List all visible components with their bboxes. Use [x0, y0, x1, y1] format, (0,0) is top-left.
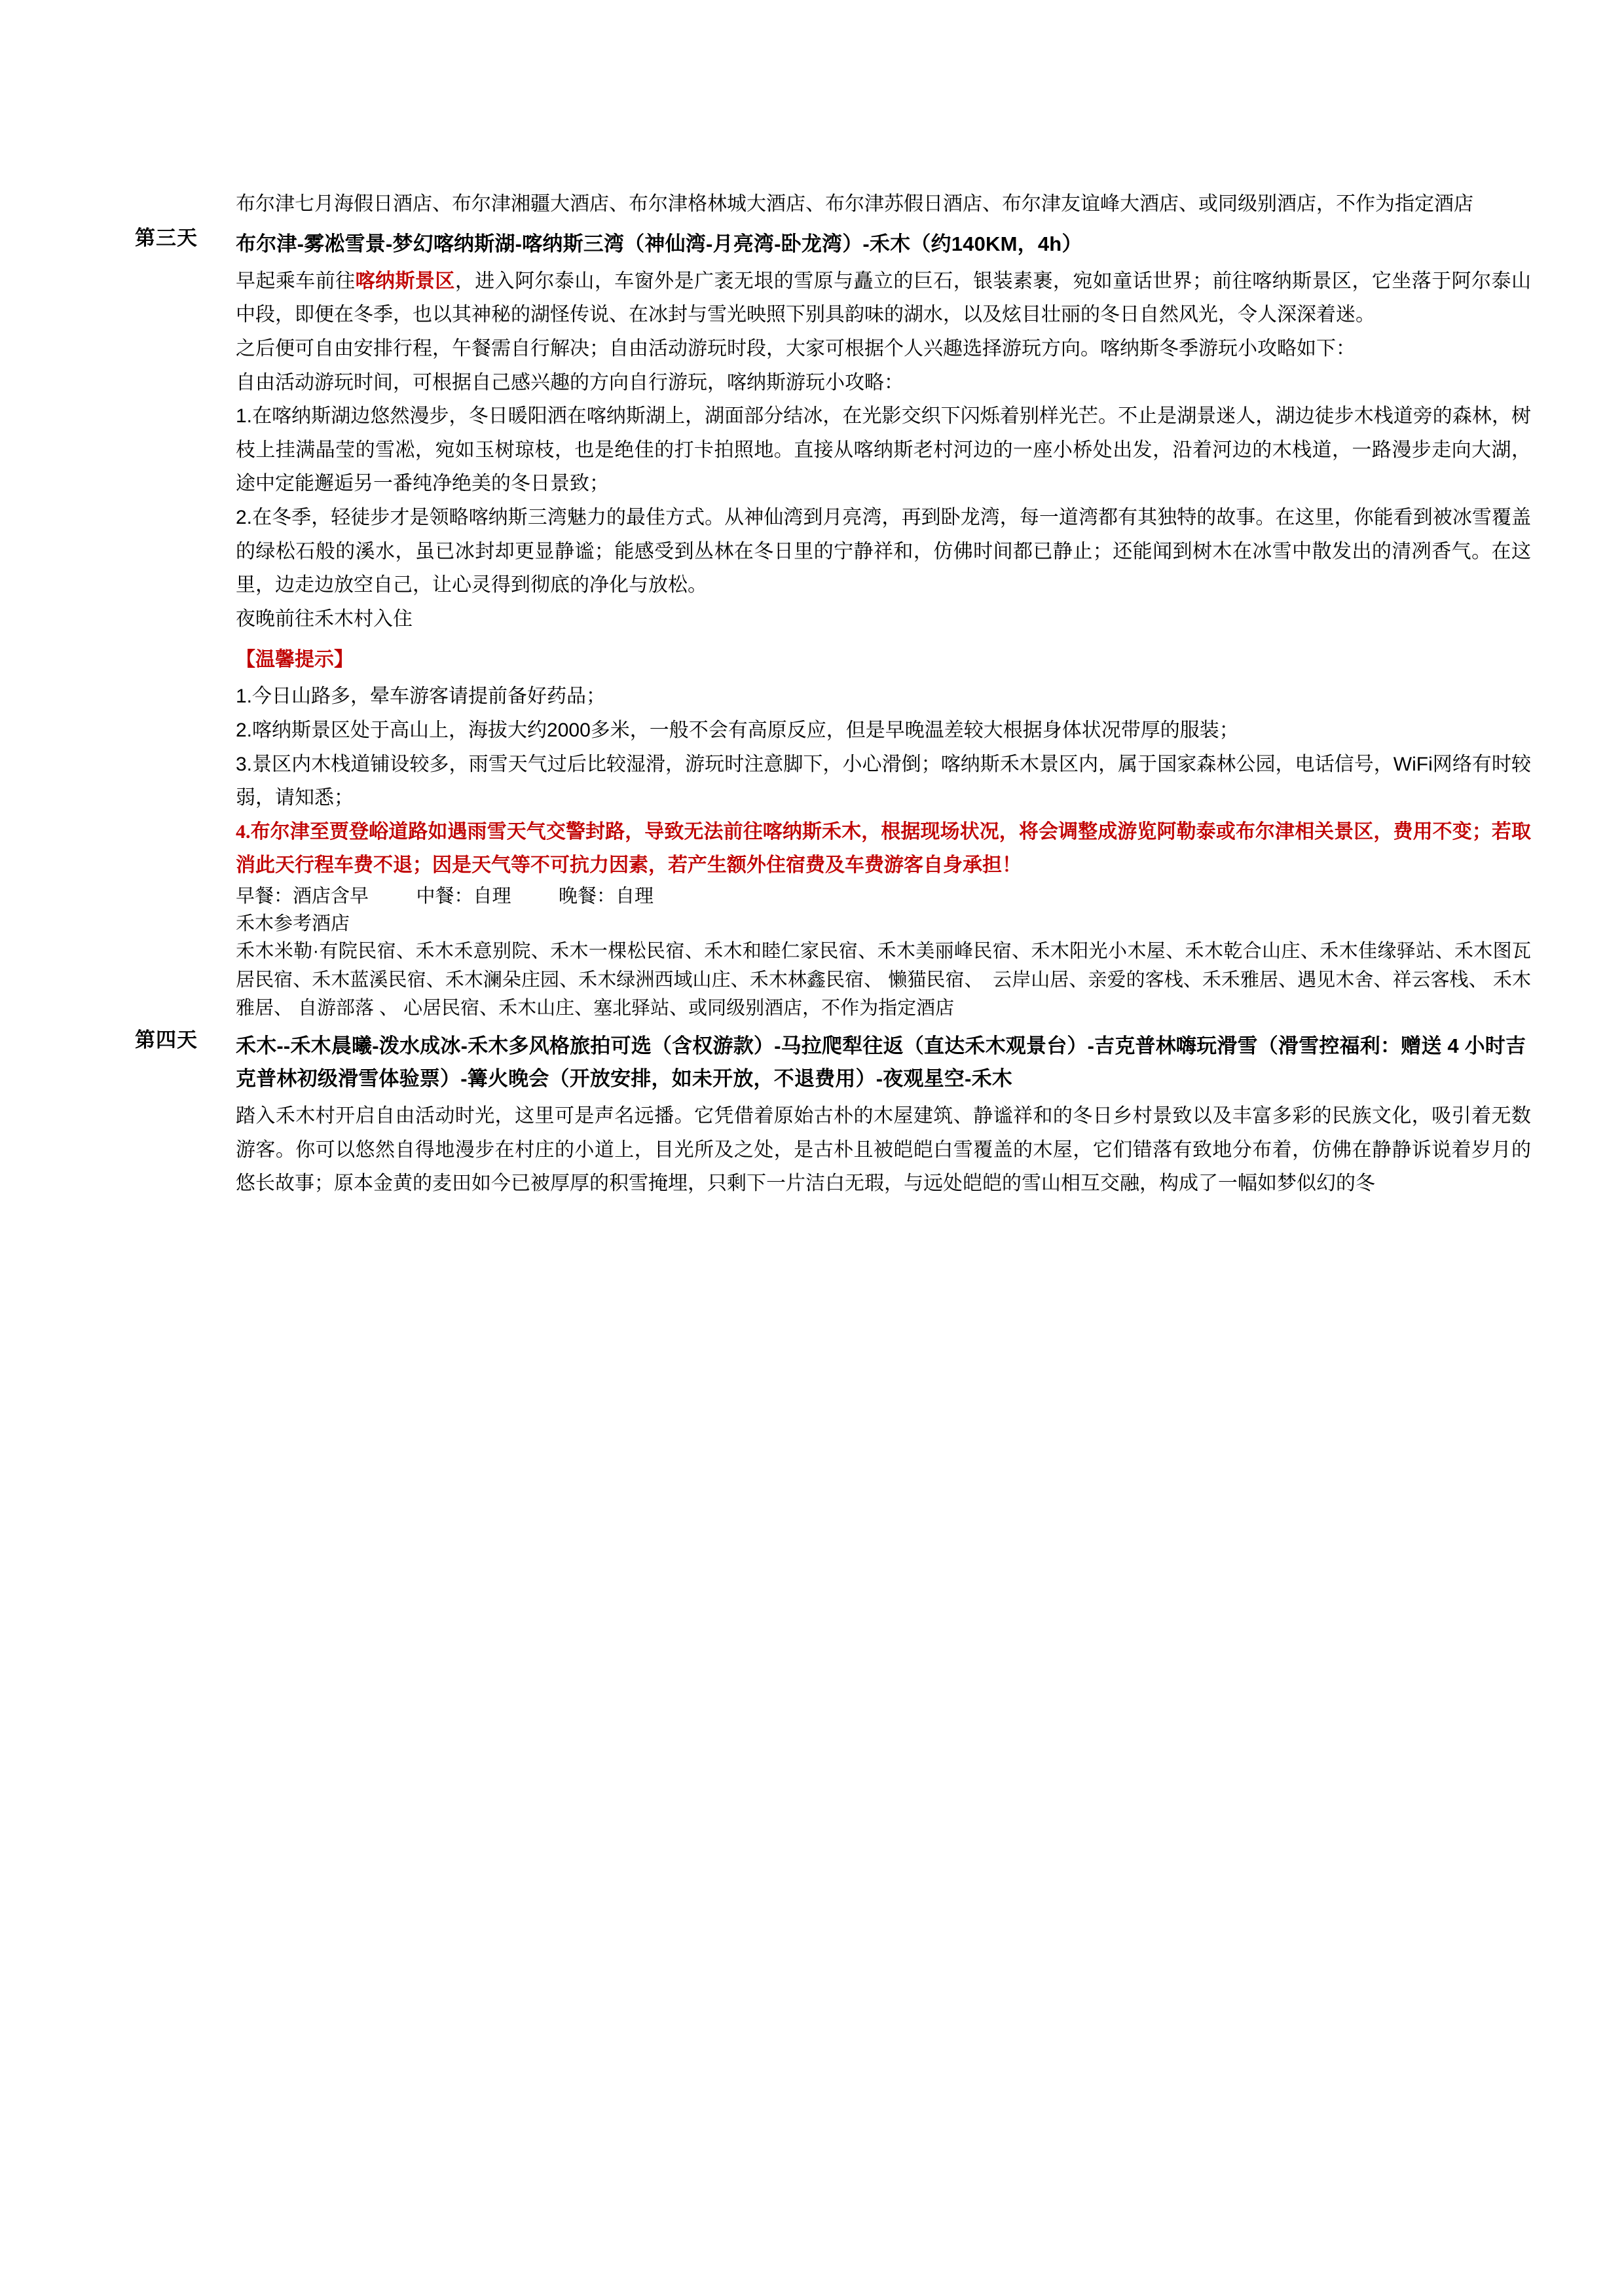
table-row-hotel-continuation: [97, 187, 1531, 221]
table-row-day4: [97, 1023, 1531, 1201]
day-label-day4: 第四天: [135, 1028, 198, 1051]
day3-p1-rest: ，进入阿尔泰山，车窗外是广袤无垠的雪原与矗立的巨石，银装素裹，宛如童话世界；前往喀纳斯景区，它坐落于阿尔泰山中段，即便在冬季，也以其神秘的湖怪传说、在冰封与雪光映照下别具韵味的湖水，以及炫目壮丽的冬日自然风光，令人深深着迷。: [236, 270, 1531, 326]
day4-content-cell: [236, 1023, 1531, 1201]
day3-paragraph-1: [236, 264, 1531, 332]
scenic-area-highlight: 喀纳斯景区: [355, 270, 455, 292]
day3-tip-item-2: 2.在冬季，轻徒步才是领略喀纳斯三湾魅力的最佳方式。从神仙湾到月亮湾，再到卧龙湾，每一道湾都有其独特的故事。在这里，你能看到被冰雪覆盖的绿松石般的溪水，虽已冰封却更显静谧；能感受到丛林在冬日里的宁静祥和，仿佛时间都已静止；还能闻到树木在冰雪中散发出的清冽香气。在这里，边走边放空自己，让心灵得到彻底的净化与放松。: [236, 506, 1531, 596]
day-label-empty: [97, 187, 236, 221]
hotel-continuation-cell: [236, 187, 1531, 221]
day3-content-cell: [236, 221, 1531, 883]
warm-tip-3: 3.景区内木栈道铺设较多，雨雪天气过后比较湿滑，游玩时注意脚下，小心滑倒；喀纳斯禾木景区内，属于国家森林公园，电话信号，WiFi网络有时较弱，请知悉；: [236, 753, 1531, 809]
hotel-reference-list: 禾木米勒·有院民宿、禾木禾意别院、禾木一棵松民宿、禾木和睦仁家民宿、禾木美丽峰民宿、禾木阳光小木屋、禾木乾合山庄、禾木佳缘驿站、禾木图瓦居民宿、禾木蓝溪民宿、禾木澜朵庄园、禾木绿洲西域山庄、禾木林鑫民宿、 懒猫民宿、 云岸山居、亲爱的客栈、禾禾雅居、遇见木舍、祥云客栈、 禾木雅居、 自游部落 、 心居民宿、禾木山庄、塞北驿站、或同级别酒店，不作为指定酒店: [236, 941, 1531, 1019]
warm-tip-1: 1.今日山路多，晕车游客请提前备好药品；: [236, 685, 606, 708]
itinerary-table: [97, 187, 1531, 1201]
day3-meals-cell: [236, 883, 1531, 1023]
day3-overnight-note: 夜晚前往禾木村入住: [236, 608, 413, 630]
warm-tip-2: 2.喀纳斯景区处于高山上，海拔大约2000多米，一般不会有高原反应，但是早晚温差较大根据身体状况带厚的服装；: [236, 719, 1239, 741]
table-row-day3-meals: [97, 883, 1531, 1023]
day-label-day3: 第三天: [135, 226, 198, 249]
warm-tips-heading: 【温馨提示】: [236, 649, 354, 671]
meals-line: 早餐：酒店含早 中餐：自理 晚餐：自理: [236, 885, 654, 907]
day3-tip-item-1: 1.在喀纳斯湖边悠然漫步，冬日暖阳洒在喀纳斯湖上，湖面部分结冰，在光影交织下闪烁着别样光芒。不止是湖景迷人，湖边徒步木栈道旁的森林，树枝上挂满晶莹的雪凇，宛如玉树琼枝，也是绝佳的打卡拍照地。直接从喀纳斯老村河边的一座小桥处出发，沿着河边的木栈道，一路漫步走向大湖，途中定能邂逅另一番纯净绝美的冬日景致；: [236, 405, 1531, 495]
day3-paragraph-3: 自由活动游玩时间，可根据自己感兴趣的方向自行游玩，喀纳斯游玩小攻略：: [236, 371, 904, 393]
day3-p1-lead: 早起乘车前往: [236, 270, 356, 292]
hotel-continuation-text: 布尔津七月海假日酒店、布尔津湘疆大酒店、布尔津格林城大酒店、布尔津苏假日酒店、布尔津友谊峰大酒店、或同级别酒店，不作为指定酒店: [236, 193, 1473, 215]
day3-paragraph-2: 之后便可自由安排行程，午餐需自行解决；自由活动游玩时段，大家可根据个人兴趣选择游玩方向。喀纳斯冬季游玩小攻略如下：: [236, 338, 1356, 359]
day3-title: 布尔津-雾凇雪景-梦幻喀纳斯湖-喀纳斯三湾（神仙湾-月亮湾-卧龙湾）-禾木（约140KM，4h）: [236, 232, 1082, 255]
hotel-reference-heading: 禾木参考酒店: [236, 913, 350, 934]
day4-paragraph-1: 踏入禾木村开启自由活动时光，这里可是声名远播。它凭借着原始古朴的木屋建筑、静谧祥和的冬日乡村景致以及丰富多彩的民族文化，吸引着无数游客。你可以悠然自得地漫步在村庄的小道上，目光所及之处，是古朴且被皑皑白雪覆盖的木屋，它们错落有致地分布着，仿佛在静静诉说着岁月的悠长故事；原本金黄的麦田如今已被厚厚的积雪掩埋，只剩下一片洁白无瑕，与远处皑皑的雪山相互交融，构成了一幅如梦似幻的冬: [236, 1104, 1531, 1195]
day3-meals-day-label: [97, 883, 236, 1023]
table-row-day3: [97, 221, 1531, 883]
warm-tip-4-road-closure: 4.布尔津至贾登峪道路如遇雨雪天气交警封路，导致无法前往喀纳斯禾木，根据现场状况，将会调整成游览阿勒泰或布尔津相关景区，费用不变；若取消此天行程车费不退；因是天气等不可抗力因素，若产生额外住宿费及车费游客自身承担！: [236, 820, 1531, 877]
day4-title: 禾木--禾木晨曦-泼水成冰-禾木多风格旅拍可选（含权游款）-马拉爬犁往返（直达禾木观景台）-吉克普林嗨玩滑雪（滑雪控福利：赠送 4 小时吉克普林初级滑雪体验票）-篝火晚会（开放安排，如未开放，不退费用）-夜观星空-禾木: [236, 1034, 1526, 1090]
